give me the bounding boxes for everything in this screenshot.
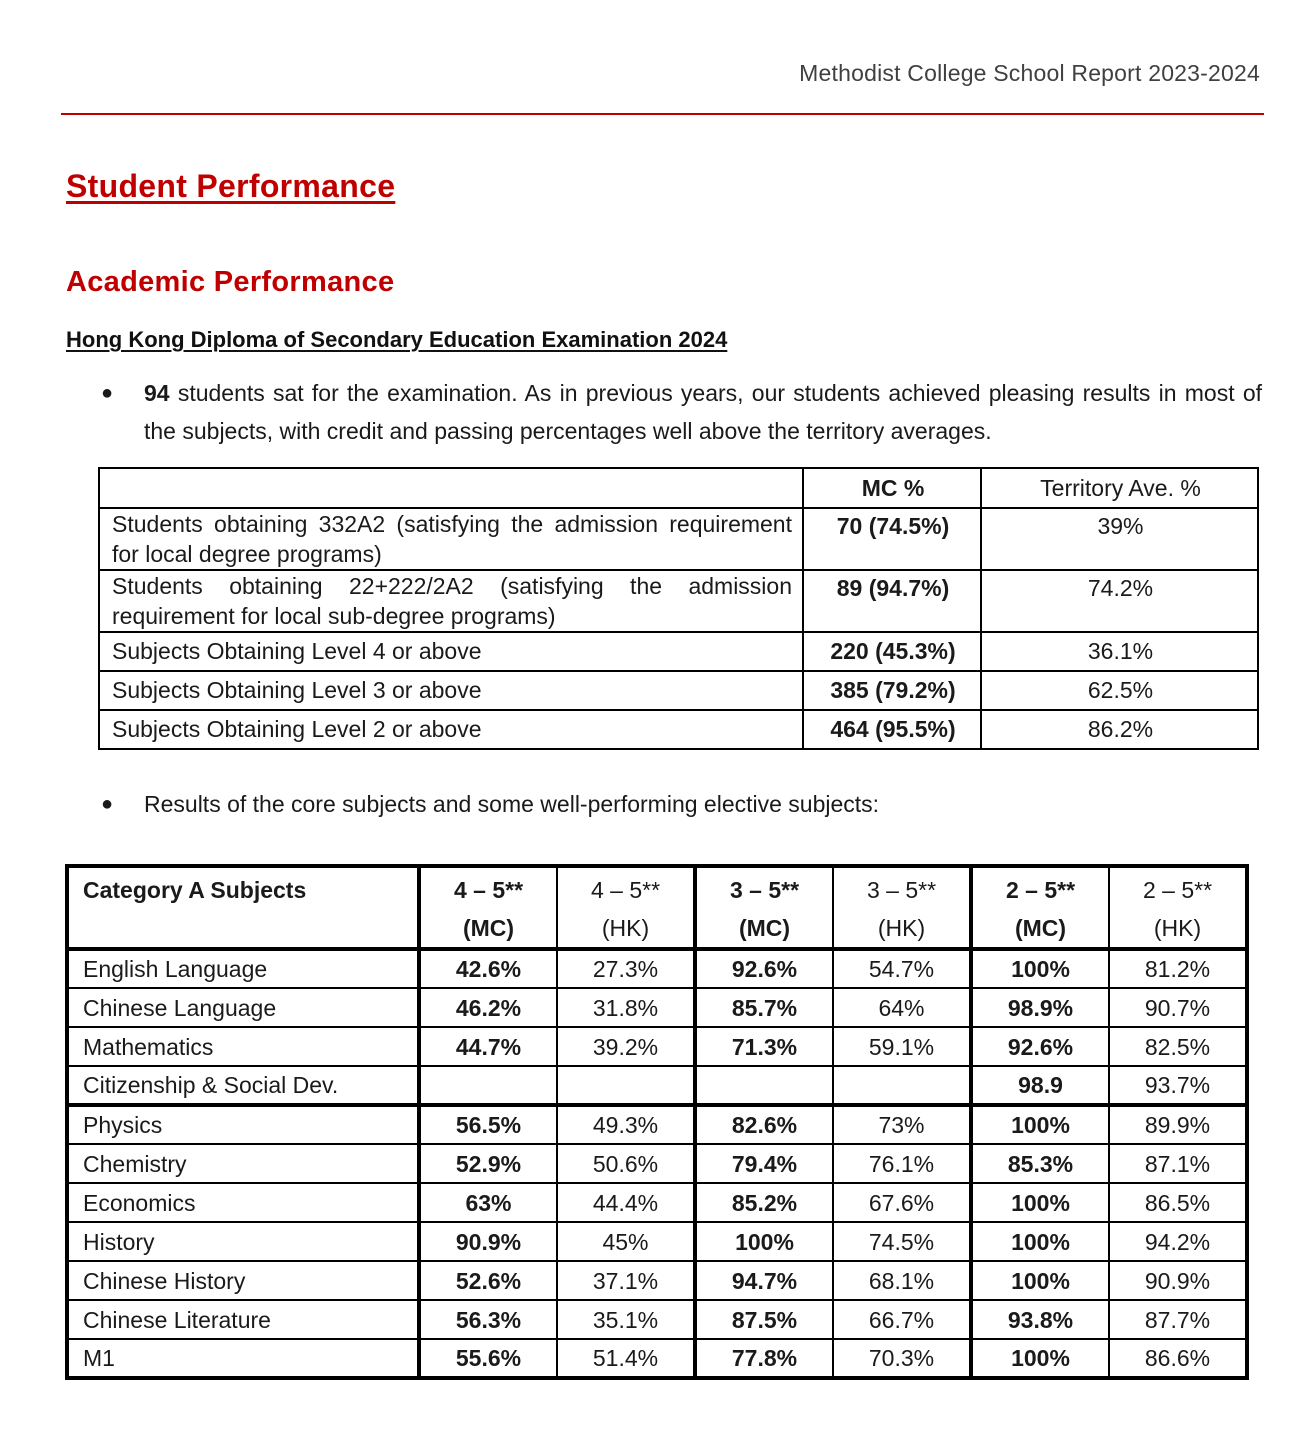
cell-l4-mc: 56.3%: [419, 1300, 557, 1339]
cell-l2-mc: 100%: [971, 1339, 1109, 1378]
cell-l3-mc: 77.8%: [695, 1339, 833, 1378]
header-l3-hk: 3 – 5** (HK): [833, 866, 971, 949]
running-header: Methodist College School Report 2023-2024: [799, 60, 1260, 86]
summary-territory: 36.1%: [981, 632, 1258, 671]
summary-header-mc: MC %: [803, 468, 981, 508]
cell-l2-mc: 93.8%: [971, 1300, 1109, 1339]
intro-text: students sat for the examination. As in previous years, our students achieved pleasing results in most of the subjects, with credit and passing percentages well above the territory averages.: [144, 380, 1262, 444]
cell-l4-mc: 46.2%: [419, 988, 557, 1027]
table-row: [67, 1339, 1247, 1378]
subject-name: English Language: [67, 949, 419, 988]
summary-row: [99, 710, 1258, 749]
cell-l2-hk: 87.7%: [1109, 1300, 1247, 1339]
summary-row: [99, 570, 1258, 632]
summary-mc: 464 (95.5%): [803, 710, 981, 749]
cell-l3-hk: [833, 1066, 971, 1105]
subject-name: Physics: [67, 1105, 419, 1144]
subject-name: Chemistry: [67, 1144, 419, 1183]
subjects-table: [65, 864, 1249, 1380]
summary-header-territory: Territory Ave. %: [981, 468, 1258, 508]
cell-l3-mc: 100%: [695, 1222, 833, 1261]
cell-l2-mc: 100%: [971, 1105, 1109, 1144]
cell-l4-hk: 49.3%: [557, 1105, 695, 1144]
cell-l4-hk: [557, 1066, 695, 1105]
cell-l3-mc: 85.7%: [695, 988, 833, 1027]
cell-l3-mc: 87.5%: [695, 1300, 833, 1339]
header-l3-mc: 3 – 5** (MC): [695, 866, 833, 949]
cell-l2-mc: 100%: [971, 1261, 1109, 1300]
cell-l4-hk: 37.1%: [557, 1261, 695, 1300]
cell-l2-hk: 87.1%: [1109, 1144, 1247, 1183]
cell-l4-hk: 27.3%: [557, 949, 695, 988]
cell-l2-hk: 93.7%: [1109, 1066, 1247, 1105]
cell-l3-mc: 94.7%: [695, 1261, 833, 1300]
cell-l3-mc: [695, 1066, 833, 1105]
cell-l3-hk: 54.7%: [833, 949, 971, 988]
cell-l3-mc: 71.3%: [695, 1027, 833, 1066]
cell-l2-mc: 98.9: [971, 1066, 1109, 1105]
cell-l2-mc: 98.9%: [971, 988, 1109, 1027]
summary-territory: 39%: [981, 508, 1258, 570]
summary-mc: 89 (94.7%): [803, 570, 981, 632]
cell-l3-hk: 59.1%: [833, 1027, 971, 1066]
bullet-icon: ●: [101, 382, 114, 404]
summary-table: [98, 467, 1259, 750]
section-title: Academic Performance: [66, 266, 395, 298]
cell-l2-hk: 86.5%: [1109, 1183, 1247, 1222]
subject-name: Mathematics: [67, 1027, 419, 1066]
cell-l4-mc: 56.5%: [419, 1105, 557, 1144]
cell-l4-mc: [419, 1066, 557, 1105]
subjects-header-row: [67, 866, 1247, 949]
cell-l2-hk: 86.6%: [1109, 1339, 1247, 1378]
cell-l3-hk: 74.5%: [833, 1222, 971, 1261]
cell-l4-mc: 52.6%: [419, 1261, 557, 1300]
cell-l2-mc: 100%: [971, 949, 1109, 988]
summary-label: Subjects Obtaining Level 3 or above: [99, 671, 803, 710]
cell-l4-hk: 35.1%: [557, 1300, 695, 1339]
cell-l4-hk: 45%: [557, 1222, 695, 1261]
table-row: [67, 1066, 1247, 1105]
summary-row: [99, 671, 1258, 710]
cell-l3-mc: 85.2%: [695, 1183, 833, 1222]
student-count: 94: [144, 380, 170, 406]
cell-l4-hk: 44.4%: [557, 1183, 695, 1222]
summary-label: Subjects Obtaining Level 4 or above: [99, 632, 803, 671]
cell-l3-mc: 92.6%: [695, 949, 833, 988]
cell-l4-mc: 55.6%: [419, 1339, 557, 1378]
cell-l3-hk: 70.3%: [833, 1339, 971, 1378]
cell-l3-hk: 64%: [833, 988, 971, 1027]
cell-l4-hk: 31.8%: [557, 988, 695, 1027]
core-results-text: Results of the core subjects and some well-performing elective subjects:: [144, 791, 880, 817]
cell-l3-hk: 66.7%: [833, 1300, 971, 1339]
cell-l4-hk: 51.4%: [557, 1339, 695, 1378]
summary-mc: 220 (45.3%): [803, 632, 981, 671]
cell-l4-mc: 42.6%: [419, 949, 557, 988]
cell-l3-mc: 79.4%: [695, 1144, 833, 1183]
summary-header-row: [99, 468, 1258, 508]
table-row: [67, 1105, 1247, 1144]
cell-l4-mc: 44.7%: [419, 1027, 557, 1066]
cell-l4-mc: 90.9%: [419, 1222, 557, 1261]
summary-territory: 74.2%: [981, 570, 1258, 632]
summary-label: Subjects Obtaining Level 2 or above: [99, 710, 803, 749]
subject-name: Citizenship & Social Dev.: [67, 1066, 419, 1105]
cell-l4-mc: 52.9%: [419, 1144, 557, 1183]
header-l2-hk: 2 – 5** (HK): [1109, 866, 1247, 949]
subject-name: M1: [67, 1339, 419, 1378]
cell-l2-hk: 82.5%: [1109, 1027, 1247, 1066]
summary-row: [99, 508, 1258, 570]
header-l4-hk: 4 – 5** (HK): [557, 866, 695, 949]
cell-l3-hk: 76.1%: [833, 1144, 971, 1183]
cell-l4-hk: 39.2%: [557, 1027, 695, 1066]
subject-name: Chinese Language: [67, 988, 419, 1027]
cell-l3-hk: 68.1%: [833, 1261, 971, 1300]
subject-name: Economics: [67, 1183, 419, 1222]
table-row: [67, 1027, 1247, 1066]
summary-label: Students obtaining 22+222/2A2 (satisfying the admission requirement for local sub-degree programs): [99, 570, 803, 632]
cell-l2-mc: 100%: [971, 1183, 1109, 1222]
summary-row: [99, 632, 1258, 671]
cell-l4-mc: 63%: [419, 1183, 557, 1222]
table-row: [67, 1222, 1247, 1261]
cell-l2-hk: 89.9%: [1109, 1105, 1247, 1144]
summary-territory: 62.5%: [981, 671, 1258, 710]
summary-label: Students obtaining 332A2 (satisfying the admission requirement for local degree programs): [99, 508, 803, 570]
cell-l2-mc: 92.6%: [971, 1027, 1109, 1066]
header-category: Category A Subjects: [67, 866, 419, 949]
cell-l2-mc: 85.3%: [971, 1144, 1109, 1183]
intro-bullet: [101, 374, 1262, 450]
summary-mc: 385 (79.2%): [803, 671, 981, 710]
summary-mc: 70 (74.5%): [803, 508, 981, 570]
page-title: Student Performance: [66, 168, 396, 204]
table-row: [67, 988, 1247, 1027]
table-row: [67, 1261, 1247, 1300]
table-row: [67, 1183, 1247, 1222]
summary-header-blank: [99, 468, 803, 508]
header-l4-mc: 4 – 5** (MC): [419, 866, 557, 949]
cell-l2-hk: 90.7%: [1109, 988, 1247, 1027]
table-row: [67, 1144, 1247, 1183]
cell-l4-hk: 50.6%: [557, 1144, 695, 1183]
subject-name: Chinese History: [67, 1261, 419, 1300]
cell-l3-mc: 82.6%: [695, 1105, 833, 1144]
header-l2-mc: 2 – 5** (MC): [971, 866, 1109, 949]
table-row: [67, 949, 1247, 988]
header-divider: [61, 113, 1264, 115]
bullet-icon: ●: [101, 793, 114, 815]
table-row: [67, 1300, 1247, 1339]
subject-name: History: [67, 1222, 419, 1261]
cell-l2-hk: 81.2%: [1109, 949, 1247, 988]
cell-l3-hk: 73%: [833, 1105, 971, 1144]
subject-name: Chinese Literature: [67, 1300, 419, 1339]
cell-l2-mc: 100%: [971, 1222, 1109, 1261]
cell-l2-hk: 94.2%: [1109, 1222, 1247, 1261]
cell-l2-hk: 90.9%: [1109, 1261, 1247, 1300]
exam-title: Hong Kong Diploma of Secondary Education Examination 2024: [66, 327, 728, 352]
core-results-bullet: [101, 785, 1144, 823]
summary-territory: 86.2%: [981, 710, 1258, 749]
cell-l3-hk: 67.6%: [833, 1183, 971, 1222]
